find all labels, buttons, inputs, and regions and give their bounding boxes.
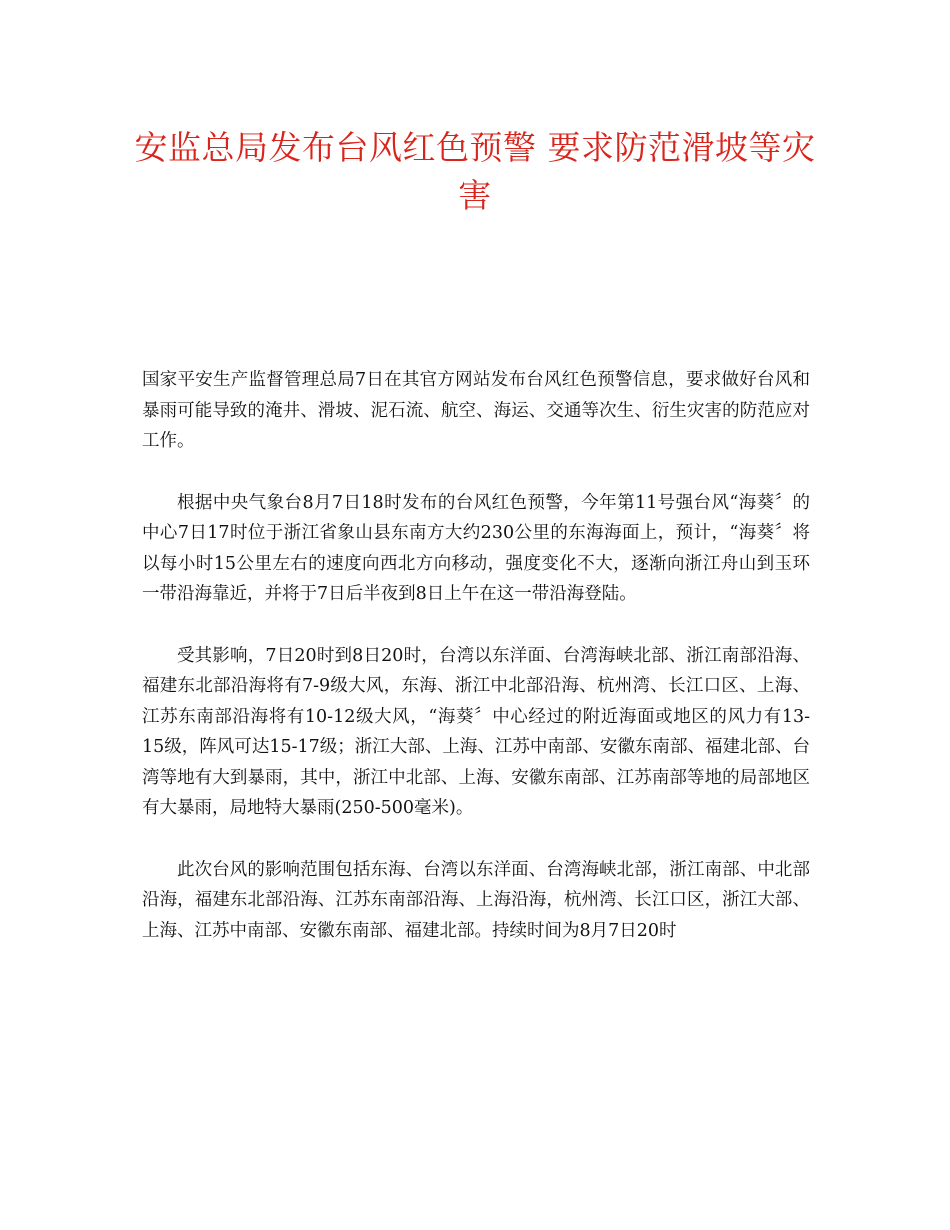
paragraph-forecast: 根据中央气象台8月7日18时发布的台风红色预警，今年第11号强台风“海葵〞的中心7日17时位于浙江省象山县东南方大约230公里的东海海面上，预计，“海葵〞将以每小时15公里左右的速度向西北方向移动，强度变化不大，逐渐向浙江舟山到玉环一带沿海靠近，并将于7日后半夜到8日上午在这一带沿海登陆。	[142, 492, 810, 604]
paragraph-intro: 国家平安生产监督管理总局7日在其官方网站发布台风红色预警信息，要求做好台风和暴雨可能导致的淹井、滑坡、泥石流、航空、海运、交通等次生、衍生灾害的防范应对工作。	[142, 370, 810, 451]
paragraph-range: 此次台风的影响范围包括东海、台湾以东洋面、台湾海峡北部，浙江南部、中北部沿海，福建东北部沿海、江苏东南部沿海、上海沿海，杭州湾、长江口区，浙江大部、上海、江苏中南部、安徽东南部、福建北部。持续时间为8月7日20时	[142, 859, 810, 941]
document-title: 安监总局发布台风红色预警 要求防范滑坡等灾害	[134, 128, 816, 215]
document-body	[142, 365, 810, 977]
paragraph-impact: 受其影响，7日20时到8日20时，台湾以东洋面、台湾海峡北部、浙江南部沿海、福建东北部沿海将有7-9级大风，东海、浙江中北部沿海、杭州湾、长江口区、上海、江苏东南部沿海将有10-12级大风，“海葵〞中心经过的附近海面或地区的风力有13-15级，阵风可达15-17级；浙江大部、上海、江苏中南部、安徽东南部、福建北部、台湾等地有大到暴雨，其中，浙江中北部、上海、安徽东南部、江苏南部等地的局部地区有大暴雨，局地特大暴雨(250-500毫米)。	[142, 645, 810, 818]
